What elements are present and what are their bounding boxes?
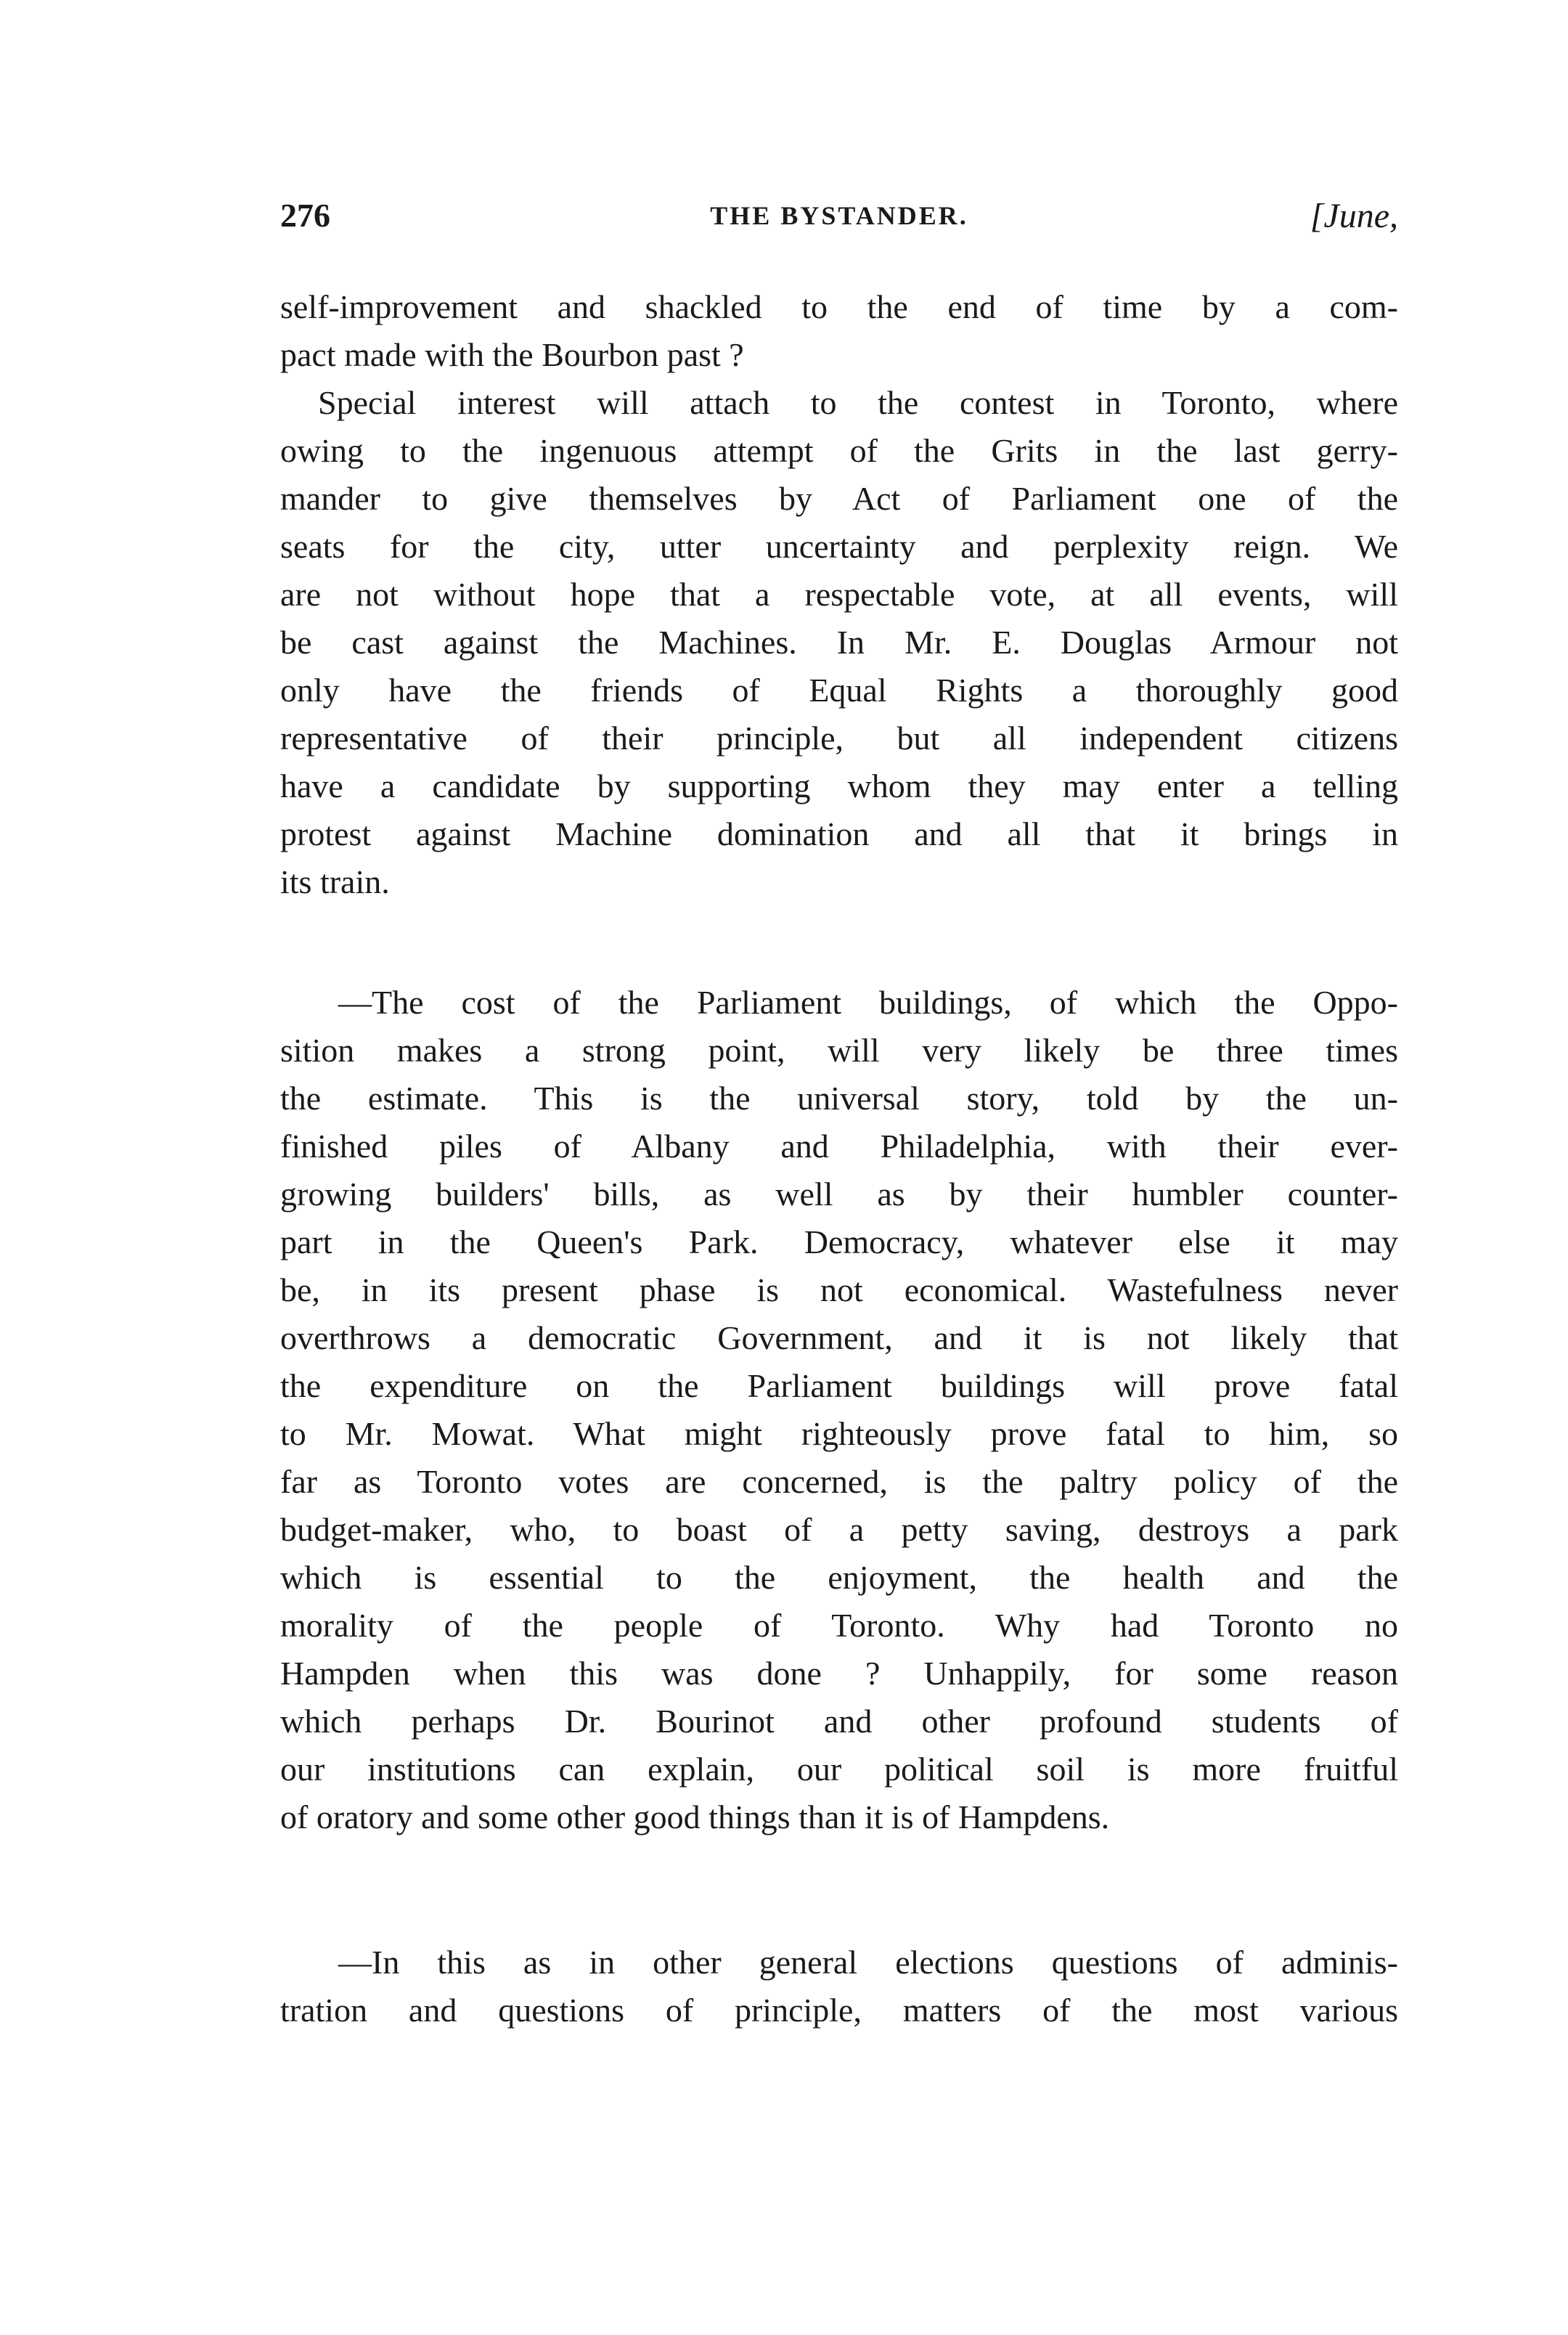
text-line: which is essential to the enjoyment, the health and the — [280, 1559, 1398, 1596]
text-line: finished piles of Albany and Philadelphia, with their ever- — [280, 1128, 1398, 1165]
text-line: Special interest will attach to the contest in Toronto, where — [318, 384, 1398, 421]
text-line: protest against Machine domination and all that it brings in — [280, 815, 1398, 852]
text-line: morality of the people of Toronto. Why had Toronto no — [280, 1607, 1398, 1644]
section-gap — [280, 1841, 1398, 1939]
body-text — [280, 283, 1398, 2034]
text-line: overthrows a democratic Government, and it is not likely that — [280, 1319, 1398, 1356]
text-line: the estimate. This is the universal story, told by the un- — [280, 1080, 1398, 1117]
text-line: Hampden when this was done ? Unhappily, for some reason — [280, 1655, 1398, 1692]
text-line: the expenditure on the Parliament buildings will prove fatal — [280, 1367, 1398, 1404]
text-line: representative of their principle, but all independent citizens — [280, 720, 1398, 757]
text-line: sition makes a strong point, will very likely be three times — [280, 1032, 1398, 1069]
running-title: THE BYSTANDER. — [710, 201, 968, 230]
paragraph-continuation — [280, 283, 1398, 379]
text-line: self-improvement and shackled to the end of time by a com- — [280, 288, 1398, 325]
text-line: are not without hope that a respectable vote, at all events, will — [280, 576, 1398, 613]
text-line: of oratory and some other good things than it is of Hampdens. — [280, 1798, 1110, 1835]
text-line: budget-maker, who, to boast of a petty saving, destroys a park — [280, 1511, 1398, 1548]
text-line: be cast against the Machines. In Mr. E. Douglas Armour not — [280, 624, 1398, 661]
text-line: part in the Queen's Park. Democracy, whatever else it may — [280, 1223, 1398, 1260]
text-line: owing to the ingenuous attempt of the Grits in the last gerry- — [280, 432, 1398, 469]
running-header — [280, 196, 1398, 247]
paragraph-toronto-contest — [280, 379, 1398, 906]
text-line: far as Toronto votes are concerned, is the paltry policy of the — [280, 1463, 1398, 1500]
text-line: seats for the city, utter uncertainty and perplexity reign. We — [280, 528, 1398, 565]
text-line: pact made with the Bourbon past ? — [280, 336, 744, 373]
text-line: its train. — [280, 863, 390, 900]
text-line: only have the friends of Equal Rights a thoroughly good — [280, 672, 1398, 709]
text-line: —The cost of the Parliament buildings, of which the Oppo- — [338, 984, 1398, 1021]
text-line: tration and questions of principle, matters of the most various — [280, 1992, 1398, 2029]
paragraph-general-elections — [280, 1939, 1398, 2034]
text-line: growing builders' bills, as well as by their humbler counter- — [280, 1175, 1398, 1213]
paragraph-parliament-buildings — [280, 979, 1398, 1841]
text-line: —In this as in other general elections questions of adminis- — [338, 1944, 1398, 1981]
text-line: our institutions can explain, our political soil is more fruitful — [280, 1751, 1398, 1788]
text-line: to Mr. Mowat. What might righteously prove fatal to him, so — [280, 1415, 1398, 1452]
text-line: be, in its present phase is not economical. Wastefulness never — [280, 1271, 1398, 1308]
text-line: which perhaps Dr. Bourinot and other profound students of — [280, 1703, 1398, 1740]
text-line: mander to give themselves by Act of Parliament one of the — [280, 480, 1398, 517]
running-date: [June, — [1310, 197, 1398, 235]
page-number: 276 — [280, 197, 330, 234]
text-line: have a candidate by supporting whom they may enter a telling — [280, 767, 1398, 804]
section-gap — [280, 906, 1398, 979]
